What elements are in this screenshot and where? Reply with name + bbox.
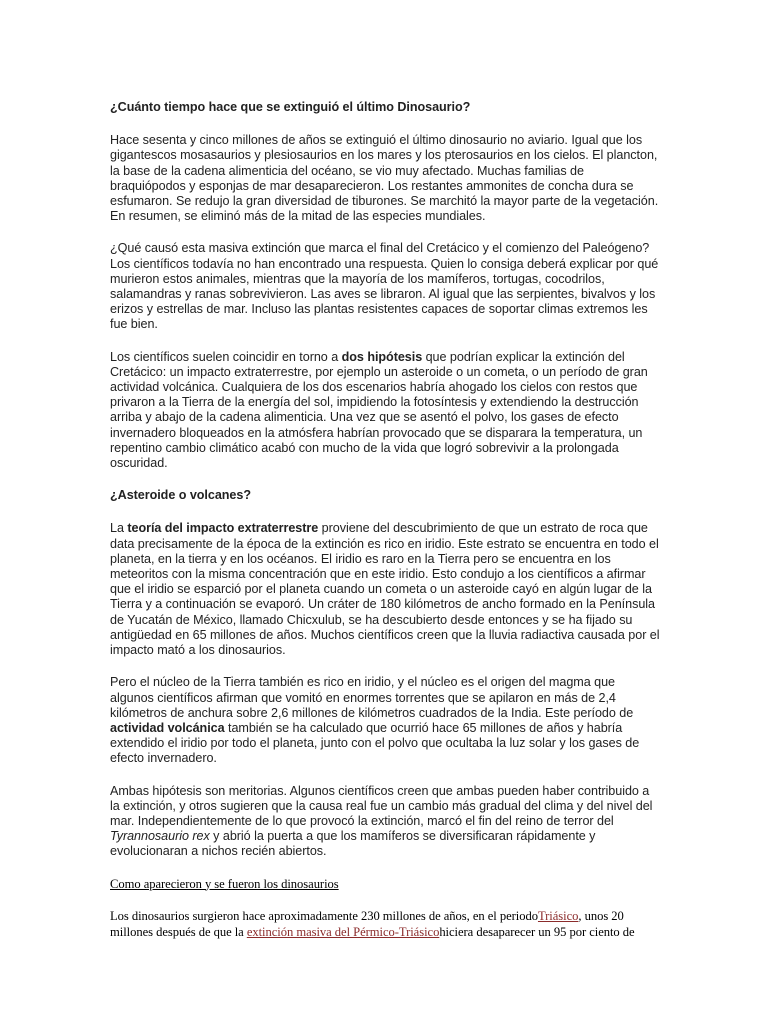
bold-impact-theory: teoría del impacto extraterrestre [127,521,319,536]
link-extincion-permico[interactable]: extinción masiva del Pérmico-Triásico [246,924,440,939]
text: La [110,521,128,536]
paragraph-volcanic [110,675,660,766]
text: que podrían explicar la extinción del Cretácico: un impacto extraterrestre, por ejemplo un asteroide o un cometa, o un período de gran actividad volcánica. Cualquiera de los dos escenarios habría ahogado los cielos con restos que privaron a la Tierra de la energía del sol, impidiendo la fotosíntesis y extendiendo la destrucción arriba y abajo de la cadena alimenticia. Una vez que se asentó el polvo, los gases de efecto invernadero bloqueados en la atmósfera habrían provocado que se disparara la temperatura, un repentino cambio climático acabó con mucho de la vida que logró sobrevivir a la prolongada oscuridad. [110,349,648,471]
text: y abrió la puerta a que los mamíferos se diversificaran rápidamente y evolucionaran a nichos recién abiertos. [110,829,596,859]
section-title: Como aparecieron y se fueron los dinosaurios [110,876,339,891]
text: proviene del descubrimiento de que un estrato de roca que data precisamente de la época de la extinción es rico en iridio. Este estrato se encuentra en todo el planeta, en la tierra y en los océanos. El iridio es raro en la Tierra pero se encuentra en los meteoritos con la misma concentración que en este iridio. Esto condujo a los científicos a afirmar que el iridio se esparció por el planeta cuando un cometa o un asteroide cayó en algún lugar de la Tierra y a continuación se evaporó. Un cráter de 180 kilómetros de ancho formado en la Península de Yucatán de México, llamado Chicxulub, se ha descubierto desde entonces y se ha fijado su antigüedad en 65 millones de años. Muchos científicos creen que la lluvia radiactiva causada por el impacto mató a los dinosaurios. [110,521,660,658]
text: Pero el núcleo de la Tierra también es rico en iridio, y el núcleo es el origen del magma que algunos científicos afirman que vomitó en enormes torrentes que se apilaron en más de 2,4 kilómetros de anchura sobre 2,6 millones de kilómetros cuadrados de la India. Este período de [110,675,634,720]
paragraph-hypotheses [110,350,660,472]
paragraph-cause: ¿Qué causó esta masiva extinción que marca el final del Cretácico y el comienzo del Paleógeno? Los científicos todavía no han encontrado una respuesta. Quien lo consiga deberá explicar por qué murieron estos animales, mientras que la mayoría de los mamíferos, tortugas, cocodrilos, salamandras y ranas sobrevivieron. Las aves se libraron. Al igual que las serpientes, bivalvos y los erizos y estrellas de mar. Incluso las plantas resistentes capaces de soportar climas extremos les fue bien. [110,241,659,332]
heading-extinction-time: ¿Cuánto tiempo hace que se extinguió el último Dinosaurio? [110,100,471,114]
heading-asteroid-volcanoes: ¿Asteroide o volcanes? [110,488,251,503]
paragraph-both-hypotheses [110,784,660,860]
italic-trex: Tyrannosaurio rex [110,829,210,844]
text: Los dinosaurios surgieron hace aproximadamente 230 millones de años, en el periodo [110,908,538,923]
bold-dos-hipotesis: dos hipótesis [341,349,423,364]
text: hiciera desaparecer un 95 por ciento de [439,924,635,939]
text: Ambas hipótesis son meritorias. Algunos científicos creen que ambas pueden haber contribuido a la extinción, y otros sugieren que la causa real fue un cambio más gradual del clima y del nivel del mar. Independientemente de lo que provocó la extinción, marcó el fin del reino de terror del [110,783,653,828]
paragraph-impact-theory [110,521,660,658]
paragraph-origin [110,908,660,940]
text: también se ha calculado que ocurrió hace 65 millones de años y habría extendido el iridio por todo el planeta, junto con el polvo que ocultaba la luz solar y los gases de efecto invernadero. [110,720,640,766]
paragraph-intro: Hace sesenta y cinco millones de años se extinguió el último dinosaurio no aviario. Igual que los gigantescos mosasaurios y plesiosaurios en los mares y los pterosaurios en los cielos. El plancton, la base de la cadena alimenticia del océano, se vio muy afectado. Muchas familias de braquiópodos y esponjas de mar desaparecieron. Los restantes ammonites de concha dura se esfumaron. Se redujo la gran diversidad de tiburones. Se marchitó la mayor parte de la vegetación. En resumen, se eliminó más de la mitad de las especies mundiales. [110,133,659,224]
document-page [110,100,660,940]
text: , unos 20 millones después de que la [110,908,624,939]
bold-volcanic-activity: actividad volcánica [110,720,225,735]
link-triasico[interactable]: Triásico [537,908,579,923]
text: Los científicos suelen coincidir en torno a [110,349,342,364]
